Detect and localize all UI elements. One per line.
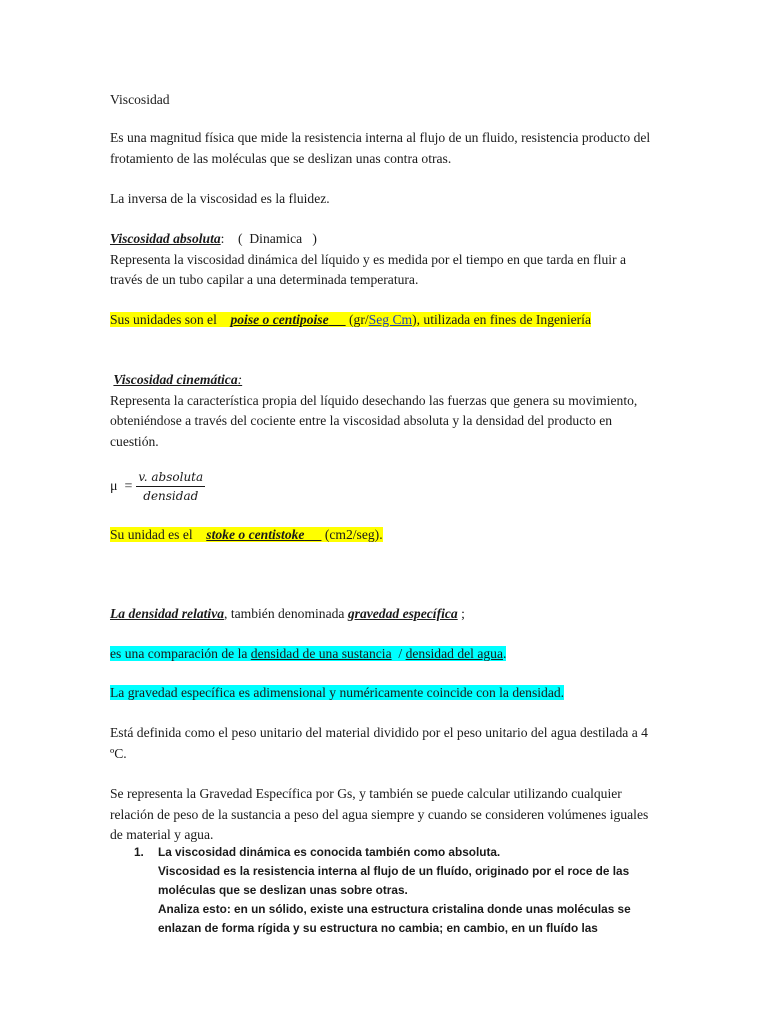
list-line-2: Viscosidad es la resistencia interna al flujo de un fluído, originado por el roce de las moléculas que se deslizan unas sobre otras. [158,864,630,897]
cmp-pre: es una comparación de la [110,646,251,661]
list-line-3: Analiza esto: en un sólido, existe una estructura cristalina donde unas moléculas se enlazan de forma rígida y su estructura no cambia; en cambio, en un fluído las [158,902,631,935]
heading-viscosidad-absoluta: Viscosidad absoluta [110,231,221,246]
units-stoke-pre: Su unidad es el [110,527,207,542]
formula-fraction [136,470,205,504]
term-gravedad-especifica: gravedad específica [347,606,458,621]
heading-dinamica-note: : ( Dinamica ) [220,231,317,246]
cmp-densidad-agua: densidad del agua [405,646,503,661]
units-poise-underline [329,312,346,327]
list-item [134,843,654,938]
section-densidad-relativa [110,604,658,625]
formula-lhs: μ = [110,479,133,494]
term-poise: poise o centipoise [230,312,329,327]
formula-viscosidad-cinematica [110,470,205,504]
abs-body: Representa la viscosidad dinámica del líquido y es medida por el tiempo en que tarda en fluir a través de un tubo capilar a una determinada temperatura. [110,251,627,287]
cmp-slash: / [391,646,406,661]
heading-viscosidad-cinematica: Viscosidad cinemática [113,372,238,387]
paragraph-definition: Es una magnitud física que mide la resistencia interna al flujo de un fluido, resistencia producto del frotamiento de las moléculas que se deslizan unas contra otras. [110,130,651,166]
paragraph-fluidez: La inversa de la viscosidad es la fluidez. [110,191,330,206]
comparison-line [110,644,658,665]
doc-title: Viscosidad [110,92,170,107]
adimensional-line [110,683,658,704]
paragraph-definida: Está definida como el peso unitario del material dividido por el peso unitario del agua destilada a 4 ºC. [110,725,648,761]
heading-densidad-relativa: La densidad relativa [110,606,225,621]
formula-denominator: densidad [143,489,199,503]
units-poise-post: ), utilizada en fines de Ingeniería [412,312,591,327]
list-line-1: La viscosidad dinámica es conocida también como absoluta. [158,845,501,859]
units-stoke [110,525,658,546]
units-stoke-post: (cm2/seg). [321,527,383,542]
units-stoke-underline [304,527,321,542]
dens-end: ; [457,606,465,621]
list-number: 1. [134,845,144,859]
link-seg-cm[interactable]: Seg Cm [368,312,413,327]
section-viscosidad-cinematica [110,370,658,452]
section-viscosidad-absoluta [110,229,658,291]
term-stoke: stoke o centistoke [206,527,305,542]
formula-numerator: v. absoluta [136,470,205,487]
numbered-list [134,843,654,938]
units-poise-open: (gr/ [345,312,369,327]
cmp-end: . [502,646,507,661]
adimensional-text: La gravedad específica es adimensional y numéricamente coincide con la densidad. [110,685,565,700]
cin-body: Representa la característica propia del líquido desechando las fuerzas que genera su movimiento, obteniéndose a través del cociente entre la viscosidad absoluta y la densidad del producto en cuestión. [110,392,638,449]
paragraph-gs: Se representa la Gravedad Específica por Gs, y también se puede calcular utilizando cualquier relación de peso de la sustancia a peso del agua siempre y cuando se consideren volúmenes iguales de material y agua. [110,786,649,842]
heading-cin-colon: : [237,372,243,387]
dens-mid: , también denominada [224,606,348,621]
units-poise-pre: Sus unidades son el [110,312,231,327]
units-poise [110,310,658,331]
cmp-densidad-sustancia: densidad de una sustancia [250,646,392,661]
